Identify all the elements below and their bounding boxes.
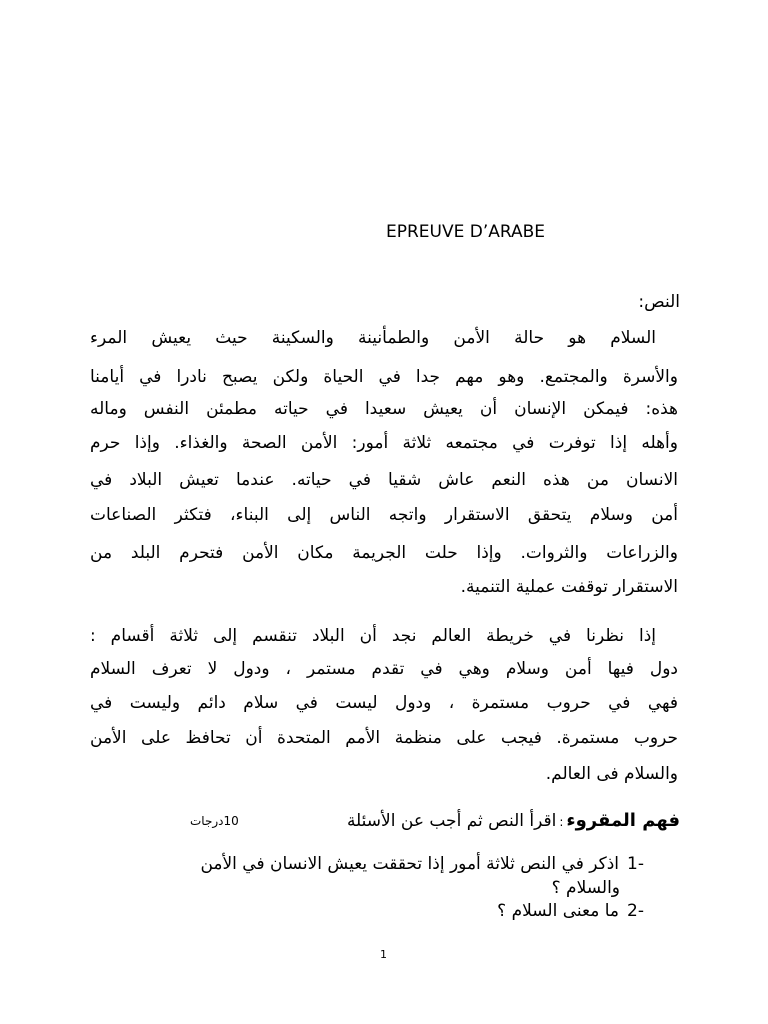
question-2 (497, 900, 644, 922)
instruction-colon: : (559, 815, 564, 829)
question-1 (200, 853, 644, 875)
paragraph-line: السلام هو حالة الأمن والطمأنينة والسكينة حيث يعيش المرء (90, 328, 656, 348)
paragraph-line: دول فيها أمن وسلام وهي في تقدم مستمر ، ودول لا تعرف السلام (90, 659, 678, 679)
paragraph-line: الاستقرار توقفت عملية التنمية. (460, 577, 678, 597)
question-1-continuation: والسلام ؟ (551, 878, 620, 898)
paragraph-line: فهي في حروب مستمرة ، ودول ليست في سلام دائم وليست في (90, 693, 678, 713)
paragraph-line: والسلام فى العالم. (545, 764, 678, 784)
paragraph-line: وأهله إذا توفرت في مجتمعه ثلاثة أمور: الأمن الصحة والغذاء. وإذا حرم (90, 433, 678, 453)
paragraph-line: الانسان من هذه النعم عاش شقيا في حياته. عندما تعيش البلاد في (90, 470, 678, 490)
paragraph-line: أمن وسلام يتحقق الاستقرار واتجه الناس إلى البناء، فتكثر الصناعات (90, 505, 678, 525)
page-title: EPREUVE D’ARABE (386, 222, 546, 242)
paragraph-line: والزراعات والثروات. وإذا حلت الجريمة مكان الأمن فتحرم البلد من (90, 543, 678, 563)
question-number: -2 (627, 901, 644, 921)
comprehension-instruction (347, 810, 680, 836)
comprehension-title: فهم المقروء (566, 810, 680, 831)
paragraph-line: والأسرة والمجتمع. وهو مهم جدا في الحياة ولكن يصبح نادرا في أيامنا (90, 367, 678, 387)
page-number: 1 (380, 948, 387, 961)
paragraph-line: هذه: فيمكن الإنسان أن يعيش سعيدا في حياته مطمئن النفس وماله (90, 399, 678, 419)
grade-label: 10درجات (190, 814, 239, 828)
paragraph-line: حروب مستمرة. فيجب على منظمة الأمم المتحدة أن تحافظ على الأمن (90, 728, 678, 748)
instruction-text: اقرأ النص ثم أجب عن الأسئلة (346, 811, 557, 831)
question-number: -1 (627, 854, 644, 874)
text-heading: النص: (638, 292, 680, 312)
paragraph-line: إذا نظرنا في خريطة العالم نجد أن البلاد تنقسم إلى ثلاثة أقسام : (90, 626, 656, 646)
question-text: اذكر في النص ثلاثة أمور إذا تحققت يعيش الانسان في الأمن (200, 854, 620, 874)
question-text: ما معنى السلام ؟ (497, 901, 620, 921)
